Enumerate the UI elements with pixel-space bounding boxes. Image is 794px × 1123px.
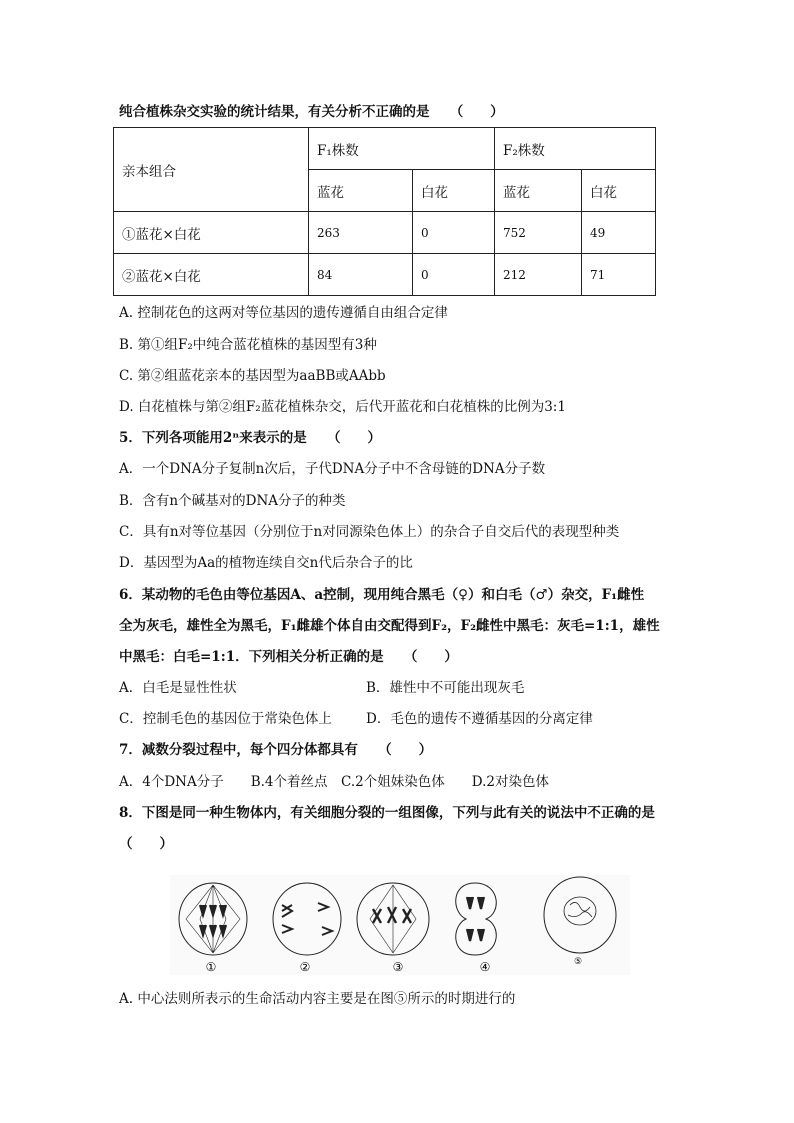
q5-option-b: B．含有n个碱基对的DNA分子的种类 xyxy=(119,493,346,509)
q6-option-c: C．控制毛色的基因位于常染色体上 xyxy=(119,711,332,727)
q5-option-c: C．具有n对等位基因（分别位于n对同源染色体上）的杂合子自交后代的表现型种类 xyxy=(119,524,620,540)
cell-4-image xyxy=(456,883,497,955)
header-f1-white: 白花 xyxy=(413,170,495,212)
cell-5-image xyxy=(544,877,616,953)
header-f2-blue: 蓝花 xyxy=(495,170,582,212)
figure-label-2: ② xyxy=(299,960,311,974)
cell-division-figure xyxy=(170,875,630,975)
q4-option-d: D. 白花植株与第②组F₂蓝花植株杂交，后代开蓝花和白花植株的比例为3:1 xyxy=(119,399,566,415)
figure-label-3: ③ xyxy=(392,960,404,974)
f1-white-value: 0 xyxy=(413,212,495,254)
q8-stem-line2: （ ） xyxy=(119,836,173,852)
f1-blue-value: 84 xyxy=(309,254,413,296)
table-row xyxy=(114,254,656,296)
cell-2-image xyxy=(273,883,341,955)
f1-white-value: 0 xyxy=(413,254,495,296)
q8-stem-line1: 8．下图是同一种生物体内，有关细胞分裂的一组图像，下列与此有关的说法中不正确的是 xyxy=(119,805,655,821)
question-intro: 纯合植株杂交实验的统计结果，有关分析不正确的是 （ ） xyxy=(119,104,504,120)
q6-stem-line3: 中黑毛：白毛=1:1．下列相关分析正确的是 （ ） xyxy=(119,649,458,665)
header-f1-blue: 蓝花 xyxy=(309,170,413,212)
f2-white-value: 49 xyxy=(582,212,656,254)
q6-option-d: D．毛色的遗传不遵循基因的分离定律 xyxy=(366,711,593,727)
f1-blue-value: 263 xyxy=(309,212,413,254)
q8-option-a: A. 中心法则所表示的生命活动内容主要是在图⑤所示的时期进行的 xyxy=(119,991,516,1007)
figure-label-4: ④ xyxy=(479,960,491,974)
cross-results-table xyxy=(113,127,656,296)
q7-options: A．4个DNA分子 B.4个着丝点 C.2个姐妹染色体 D.2对染色体 xyxy=(119,774,549,790)
cell-division-diagram xyxy=(170,875,630,975)
figure-label-5: ⑤ xyxy=(573,957,583,967)
f2-white-value: 71 xyxy=(582,254,656,296)
q6-stem-line1: 6．某动物的毛色由等位基因A、a控制，现用纯合黑毛（♀）和白毛（♂）杂交，F₁雌性 xyxy=(119,587,645,603)
q6-option-a: A．白毛是显性性状 xyxy=(119,680,237,696)
q4-option-b: B. 第①组F₂中纯合蓝花植株的基因型有3种 xyxy=(119,337,377,353)
header-parent-combo: 亲本组合 xyxy=(114,128,309,212)
q5-stem: 5．下列各项能用2ⁿ来表示的是 （ ） xyxy=(119,430,382,446)
row-label: ②蓝花×白花 xyxy=(114,254,309,296)
q6-stem-line2: 全为灰毛，雄性全为黑毛，F₁雌雄个体自由交配得到F₂，F₂雌性中黑毛：灰毛=1:1，雄性 xyxy=(119,618,660,634)
f2-blue-value: 212 xyxy=(495,254,582,296)
header-f2-white: 白花 xyxy=(582,170,656,212)
row-label: ①蓝花×白花 xyxy=(114,212,309,254)
q6-option-b: B．雄性中不可能出现灰毛 xyxy=(366,680,525,696)
figure-label-1: ① xyxy=(205,960,217,974)
q7-stem: 7．减数分裂过程中，每个四分体都具有 （ ） xyxy=(119,742,433,758)
table-row xyxy=(114,212,656,254)
q4-option-a: A. 控制花色的这两对等位基因的遗传遵循自由组合定律 xyxy=(119,305,448,321)
q5-option-d: D．基因型为Aa的植物连续自交n代后杂合子的比 xyxy=(119,555,413,571)
header-f1: F₁株数 xyxy=(309,128,495,170)
q5-option-a: A．一个DNA分子复制n次后，子代DNA分子中不含母链的DNA分子数 xyxy=(119,461,546,477)
cell-1-image xyxy=(179,883,247,955)
cell-3-image xyxy=(357,883,429,955)
header-f2: F₂株数 xyxy=(495,128,656,170)
f2-blue-value: 752 xyxy=(495,212,582,254)
q4-option-c: C. 第②组蓝花亲本的基因型为aaBB或AAbb xyxy=(119,368,386,384)
